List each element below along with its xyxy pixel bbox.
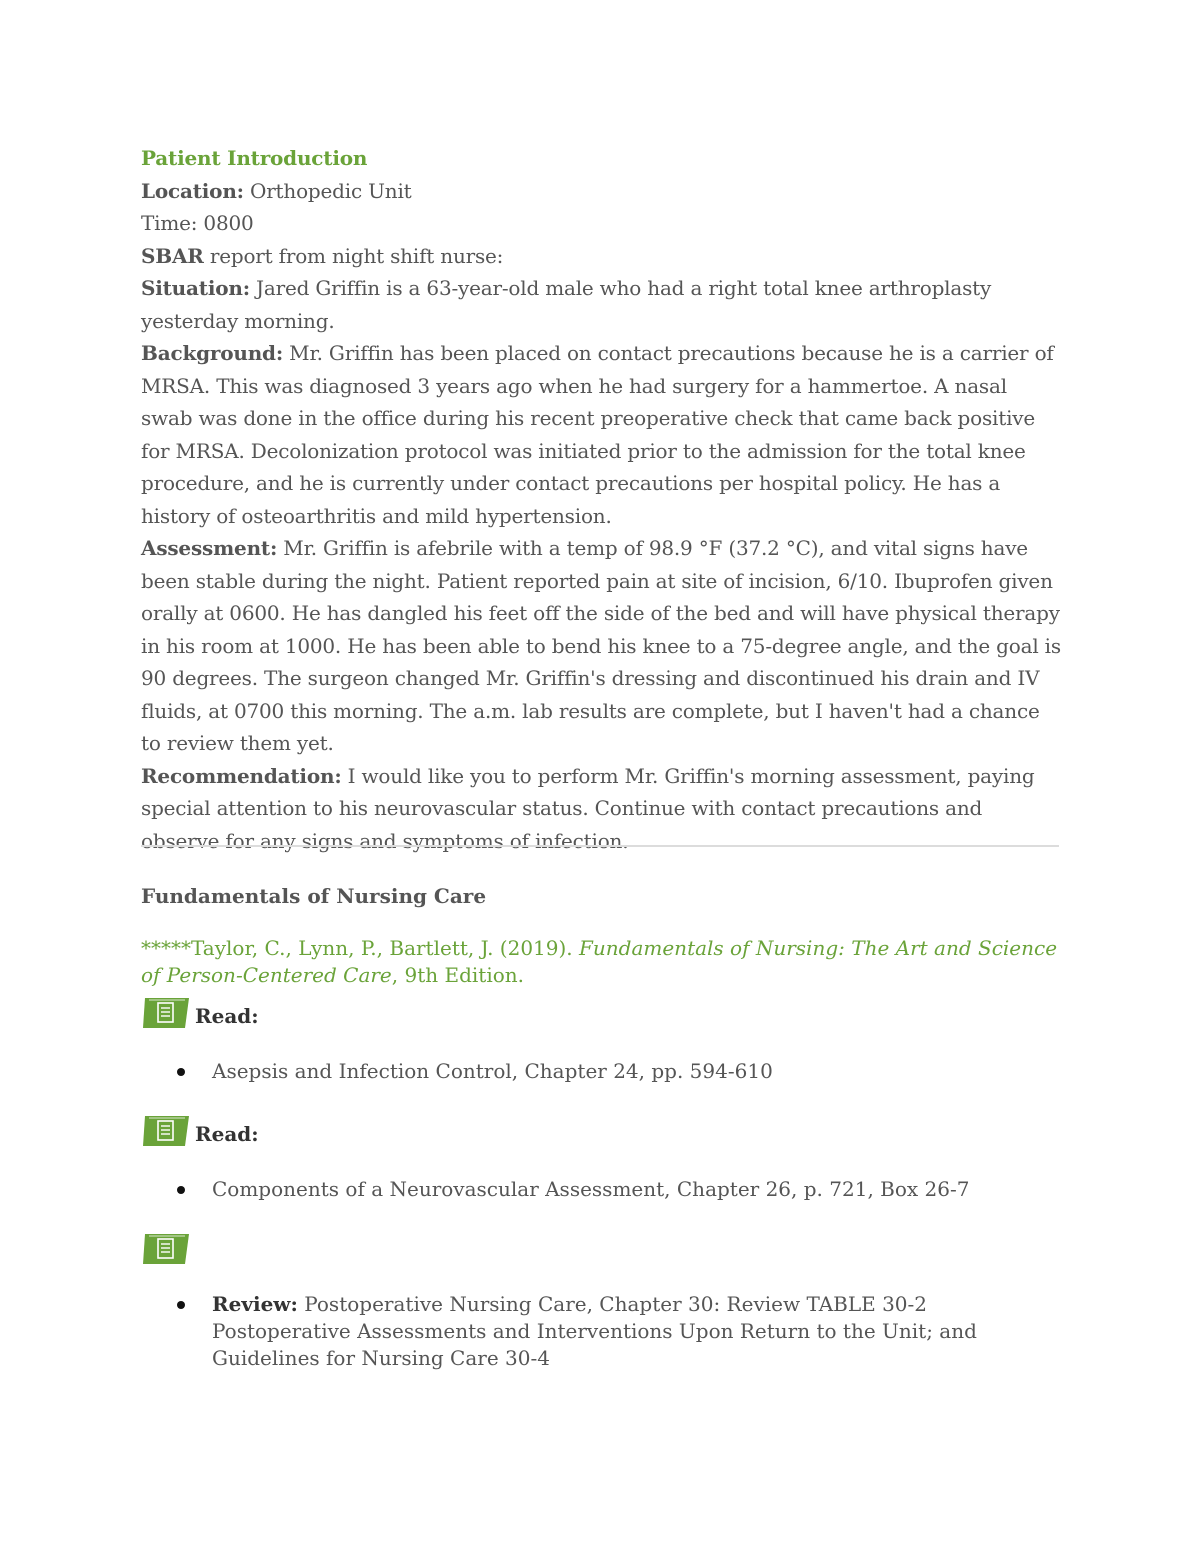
list-item	[141, 1291, 1061, 1372]
citation-suffix: , 9th Edition.	[391, 963, 525, 987]
read-label: Read:	[195, 1004, 259, 1028]
sbar-text: report from night shift nurse:	[203, 243, 504, 268]
recommendation-text: I would like you to perform Mr. Griffin's morning assessment, paying special attention to his neurovascular status. Continue with contact precautions and observe for any signs and symptoms of infection.	[141, 763, 1035, 853]
time-line: Time: 0800	[141, 211, 254, 235]
read-block-header	[141, 1226, 1061, 1266]
citation-title: Fundamentals of Nursing: The Art and Science of Person-Centered Care	[141, 936, 1058, 987]
reading-list	[141, 1058, 1061, 1085]
location-label: Location:	[141, 178, 244, 203]
citation	[141, 935, 1061, 989]
section-title: Patient Introduction	[141, 146, 368, 170]
location-value: Orthopedic Unit	[243, 178, 412, 203]
citation-prefix: *****Taylor, C., Lynn, P., Bartlett, J. (2019).	[141, 936, 580, 960]
location-line	[141, 175, 1061, 208]
section-divider	[141, 845, 1059, 847]
sbar-label: SBAR	[141, 243, 204, 268]
situation-label: Situation:	[141, 276, 250, 300]
fundamentals-heading	[141, 880, 1061, 912]
reading-list	[141, 1176, 1061, 1203]
book-icon	[141, 1232, 191, 1266]
read-label: Read:	[195, 1122, 259, 1146]
situation-text: Jared Griffin is a 63-year-old male who had a right total knee arthroplasty yesterday morning.	[141, 276, 992, 333]
patient-introduction	[141, 142, 1061, 857]
list-item: Asepsis and Infection Control, Chapter 24, pp. 594-610	[141, 1058, 1061, 1085]
assessment-paragraph	[141, 532, 1061, 760]
read-block-3	[141, 1226, 1061, 1372]
read-block-header	[141, 990, 1061, 1030]
background-label: Background:	[141, 341, 284, 365]
recommendation-paragraph	[141, 760, 1061, 858]
situation-paragraph	[141, 272, 1061, 337]
fundamentals-title: Fundamentals of Nursing Care	[141, 884, 487, 908]
read-block-1	[141, 990, 1061, 1085]
review-text: Postoperative Nursing Care, Chapter 30: Review TABLE 30-2 Postoperative Assessments and Interventions Upon Return to the Unit; and Guidelines for Nursing Care 30-4	[212, 1292, 977, 1370]
sbar-line	[141, 240, 1061, 273]
assessment-label: Assessment:	[141, 536, 278, 560]
assessment-text: Mr. Griffin is afebrile with a temp of 98.9 °F (37.2 °C), and vital signs have been stable during the night. Patient reported pain at site of incision, 6/10. Ibuprofen given orally at 0600. He has dangled his feet off the side of the bed and will have physical therapy in his room at 1000. He has been able to bend his knee to a 75-degree angle, and the goal is 90 degrees. The surgeon changed Mr. Griffin's dressing and discontinued his drain and IV fluids, at 0700 this morning. The a.m. lab results are complete, but I haven't had a chance to review them yet.	[141, 536, 1061, 755]
background-text: Mr. Griffin has been placed on contact precautions because he is a carrier of MRSA. This was diagnosed 3 years ago when he had surgery for a hammertoe. A nasal swab was done in the office during his recent preoperative check that came back positive for MRSA. Decolonization protocol was initiated prior to the admission for the total knee procedure, and he is currently under contact precautions per hospital policy. He has a history of osteoarthritis and mild hypertension.	[141, 341, 1054, 528]
background-paragraph	[141, 337, 1061, 532]
review-label: Review:	[212, 1292, 298, 1316]
book-icon	[141, 1114, 191, 1148]
read-block-2	[141, 1108, 1061, 1203]
reading-list	[141, 1291, 1061, 1372]
book-icon	[141, 996, 191, 1030]
recommendation-label: Recommendation:	[141, 763, 342, 788]
read-block-header	[141, 1108, 1061, 1148]
list-item: Components of a Neurovascular Assessment, Chapter 26, p. 721, Box 26-7	[141, 1176, 1061, 1203]
